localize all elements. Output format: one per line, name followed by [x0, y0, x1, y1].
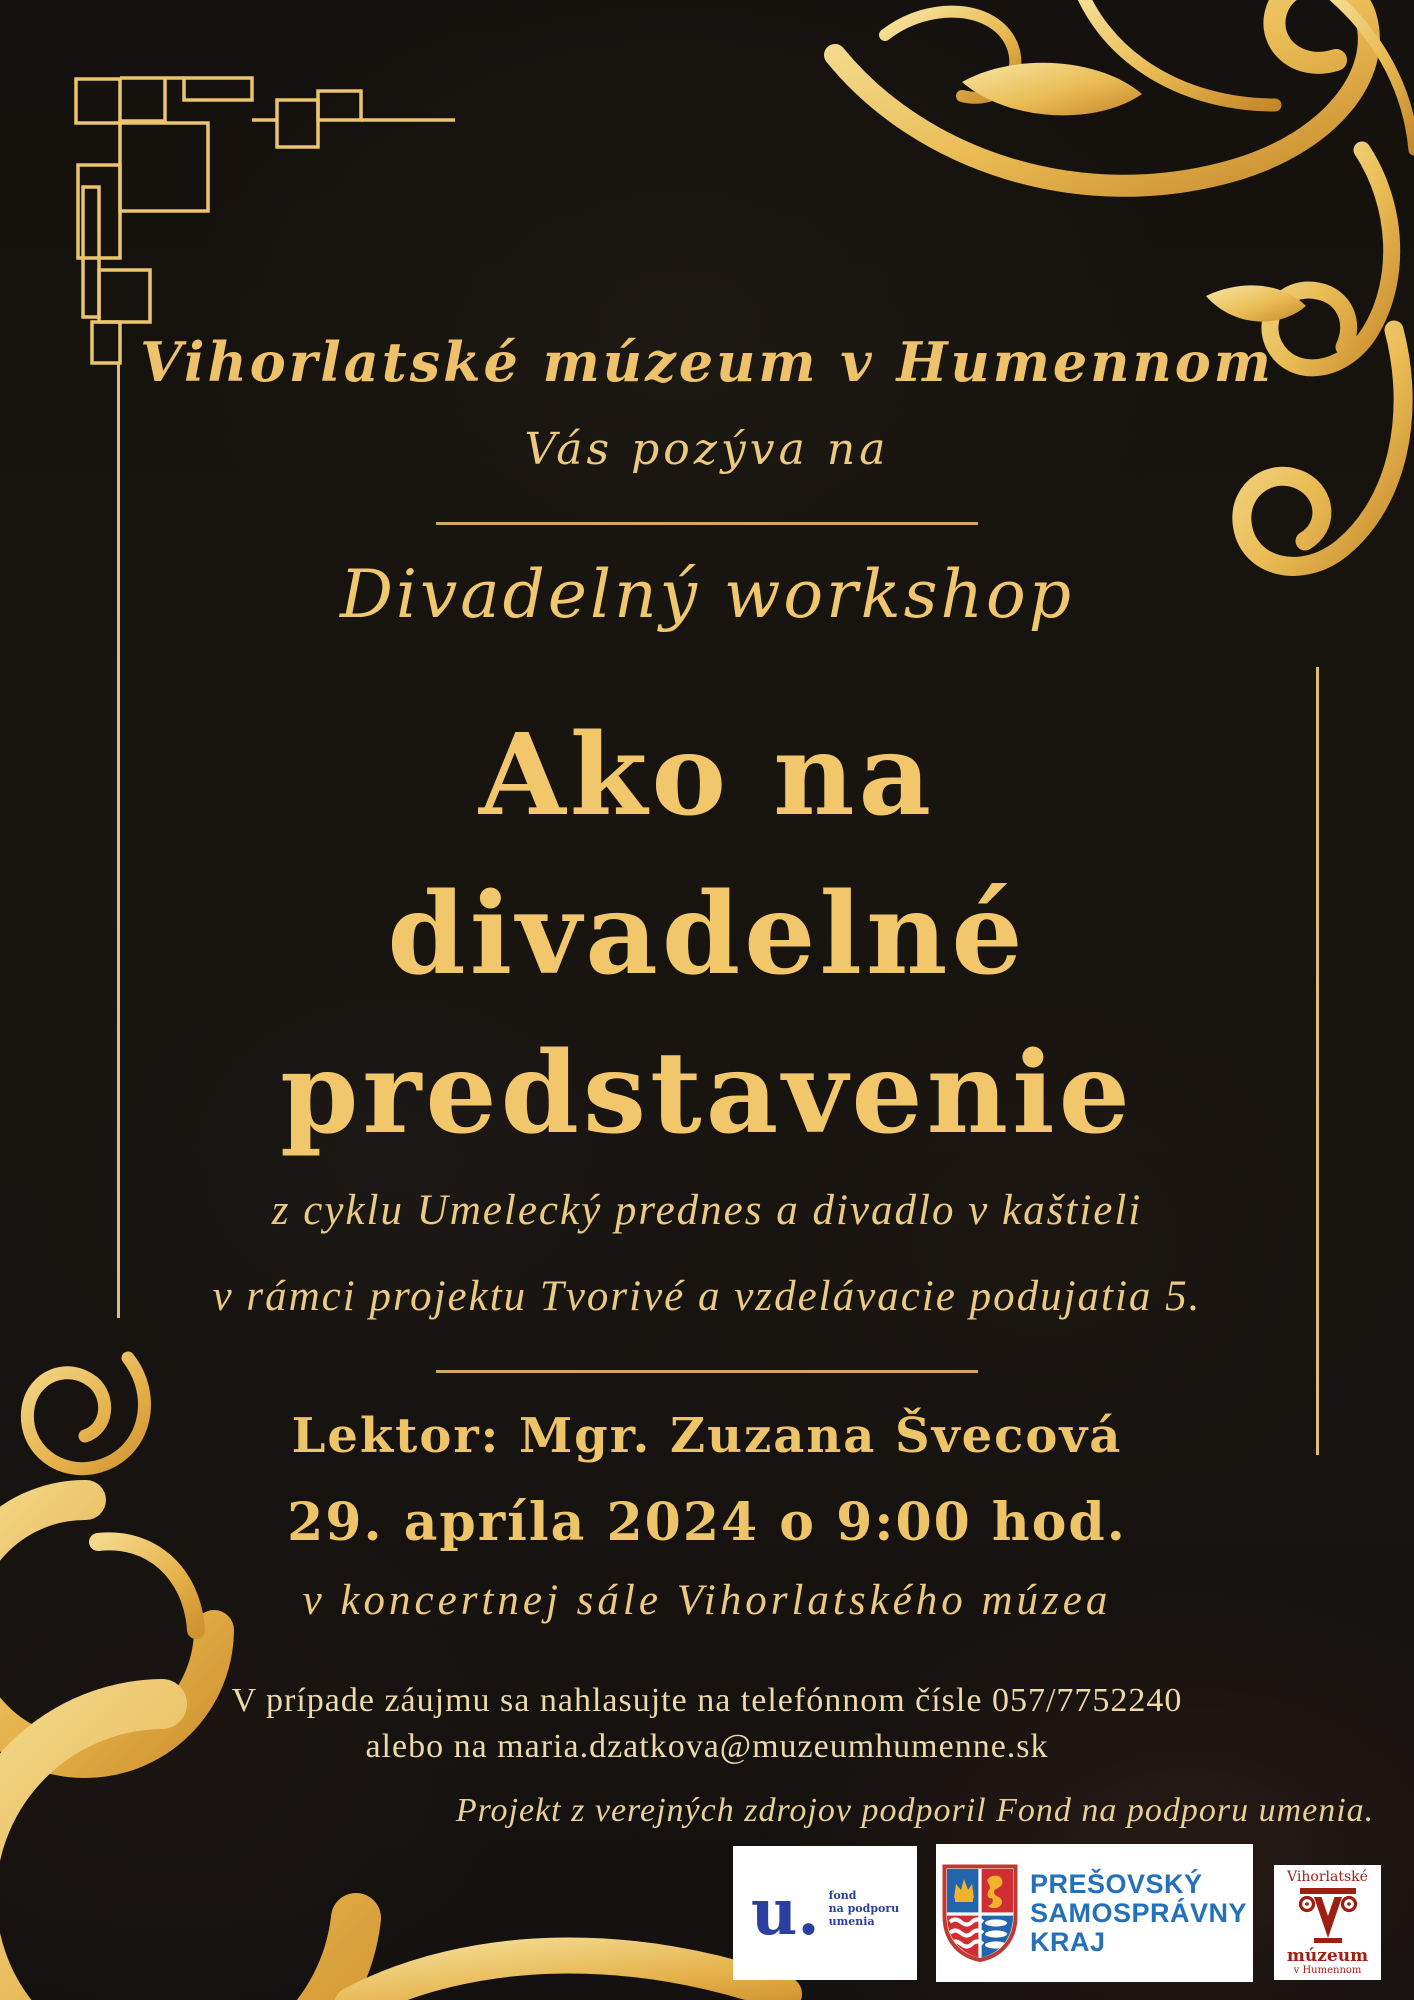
- datetime-line: 29. apríla 2024 o 9:00 hod.: [287, 1492, 1127, 1553]
- psk-text-line-2: SAMOSPRÁVNY: [1029, 1897, 1248, 1928]
- psk-text-line-1: PREŠOVSKÝ: [1029, 1868, 1203, 1899]
- fpu-u-mark: u.: [750, 1875, 820, 1950]
- venue-line: v koncertnej sále Vihorlatského múzea: [302, 1577, 1112, 1624]
- flourish-ornament-top-right: [850, 0, 1414, 620]
- event-title-line-2: divadelné: [387, 869, 1027, 1001]
- fpu-text-line-1: fond: [828, 1888, 857, 1902]
- lecturer-line: Lektor: Mgr. Zuzana Švecová: [291, 1408, 1123, 1464]
- subtitle-line-2: v rámci projektu Tvorivé a vzdelávacie podujatia 5.: [212, 1273, 1202, 1320]
- logo-vihorlatske-muzeum: [1274, 1865, 1381, 1980]
- top-divider: [436, 522, 978, 525]
- vm-logo-place-text: v Humennom: [1293, 1964, 1362, 1976]
- vm-logo-top-text: Vihorlatské: [1287, 1868, 1368, 1885]
- event-title-line-1: Ako na: [478, 710, 936, 841]
- psk-coat-of-arms-icon: [942, 1864, 1018, 1962]
- event-title-line-3: predstavenie: [280, 1028, 1134, 1160]
- fpu-text-line-3: umenia: [828, 1914, 875, 1928]
- bottom-divider: [436, 1370, 978, 1373]
- flourish-ornament-bottom-left: [0, 1300, 800, 2000]
- vm-logo-name-text: múzeum: [1286, 1945, 1369, 1966]
- subtitle-line-1: z cyklu Umelecký prednes a divadlo v kaštieli: [271, 1187, 1143, 1234]
- vm-column-icon: [1296, 1888, 1360, 1946]
- contact-email-line: alebo na maria.dzatkova@muzeumhumenne.sk: [365, 1728, 1049, 1765]
- funding-support-line: Projekt z verejných zdrojov podporil Fond na podporu umenia.: [455, 1792, 1375, 1829]
- contact-phone-line: V prípade záujmu sa nahlasujte na telefónnom čísle 057/7752240: [231, 1682, 1183, 1719]
- logo-fond-na-podporu-umenia: [733, 1846, 917, 1980]
- logo-presovsky-samospravny-kraj: [936, 1844, 1253, 1982]
- event-type-line: Divadelný workshop: [340, 556, 1074, 633]
- fpu-text-line-2: na podporu: [828, 1901, 900, 1915]
- museum-name-heading: Vihorlatské múzeum v Humennom: [140, 330, 1274, 394]
- psk-text-line-3: KRAJ: [1029, 1926, 1106, 1957]
- invitation-line: Vás pozýva na: [524, 424, 890, 475]
- event-title: [0, 696, 1414, 1173]
- geometric-frame-ornament-top-left: [60, 60, 460, 370]
